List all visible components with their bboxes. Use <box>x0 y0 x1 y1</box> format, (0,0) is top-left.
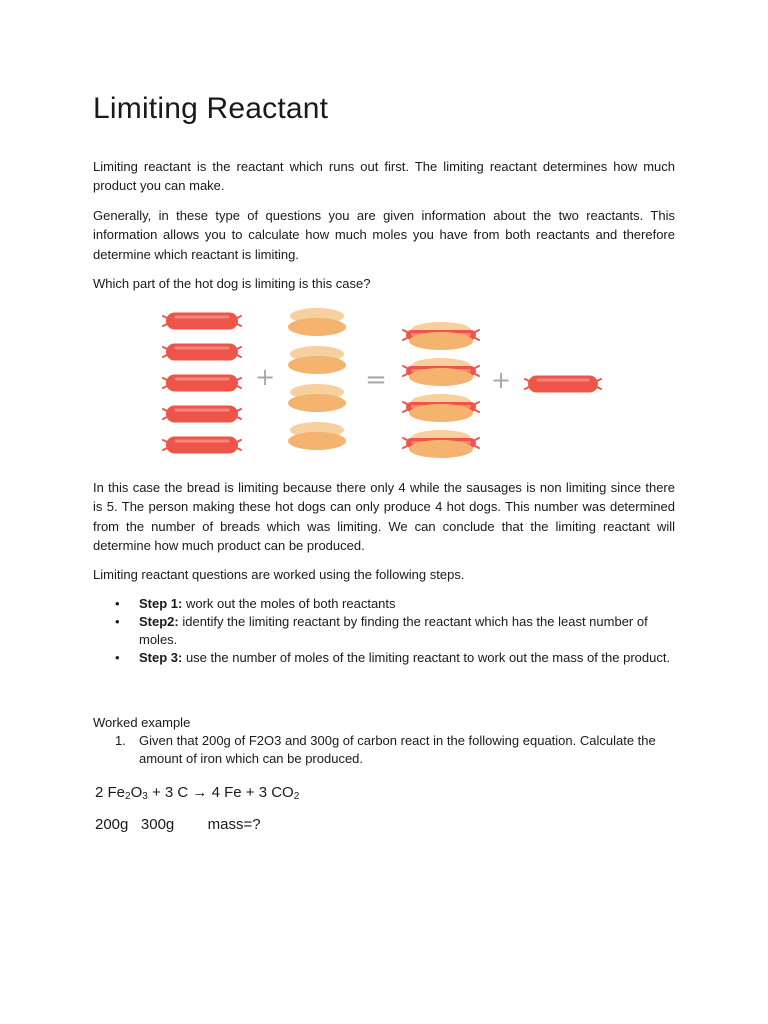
step-text: work out the moles of both reactants <box>182 596 396 611</box>
worked-example-number: 1. <box>115 733 126 748</box>
leftover-column <box>525 376 601 393</box>
hotdog-illustration <box>160 304 620 464</box>
equals-symbol: = <box>365 365 387 395</box>
bread-bun <box>288 308 346 336</box>
bread-column <box>288 308 346 450</box>
hotdog-column <box>403 322 479 458</box>
mass-unknown: mass=? <box>207 816 261 833</box>
hotdog <box>403 430 479 458</box>
equation-part: O <box>130 784 143 801</box>
page-title: Limiting Reactant <box>93 92 329 125</box>
plus-symbol: + <box>254 363 276 391</box>
hotdog <box>403 358 479 386</box>
equation-part: 2 Fe <box>95 784 126 801</box>
hotdog <box>403 394 479 422</box>
bread-bun <box>288 422 346 450</box>
generally-paragraph: Generally, in these type of questions you are given information about the two reactants. This information allows you to calculate how much moles you have from both reactants and therefore determine which reactant is limiting. <box>93 208 675 262</box>
worked-example-label: Worked example <box>93 715 191 730</box>
steps-list <box>93 595 675 667</box>
sausage <box>163 344 241 361</box>
mass-fe2o3: 200g <box>95 816 129 833</box>
sausage <box>163 313 241 330</box>
sausage <box>525 376 601 393</box>
step-item <box>93 613 675 649</box>
bread-bun <box>288 346 346 374</box>
step-label: Step 3: <box>139 650 183 665</box>
worked-example-item <box>93 732 675 768</box>
bullet-marker: • <box>115 614 120 629</box>
step-text: use the number of moles of the limiting reactant to work out the mass of the product. <box>182 650 671 665</box>
chemical-equation <box>95 784 299 802</box>
sausage <box>163 406 241 423</box>
sausage <box>163 437 241 454</box>
mass-carbon: 300g <box>140 816 175 833</box>
step-item <box>93 649 675 667</box>
equation-subscript: 2 <box>125 791 131 802</box>
masses-line <box>95 816 261 833</box>
step-text: identify the limiting reactant by finding the reactant which has the least number of moles. <box>139 614 648 647</box>
steps-intro-paragraph: Limiting reactant questions are worked using the following steps. <box>93 567 465 582</box>
sausage <box>163 375 241 392</box>
step-label: Step2: <box>139 614 179 629</box>
equation-part: + 3 C → 4 Fe + 3 CO <box>147 784 294 801</box>
equation-subscript: 3 <box>142 791 148 802</box>
intro-paragraph: Limiting reactant is the reactant which runs out first. The limiting reactant determines how much product you can make. <box>93 159 675 194</box>
question-paragraph: Which part of the hot dog is limiting is this case? <box>93 276 371 291</box>
plus-symbol: + <box>490 366 512 394</box>
step-item <box>93 595 675 613</box>
equation-subscript: 2 <box>293 791 300 802</box>
bread-bun <box>288 384 346 412</box>
step-label: Step 1: <box>139 596 183 611</box>
bullet-marker: • <box>115 596 120 611</box>
bullet-marker: • <box>115 650 120 665</box>
sausage-column <box>163 313 241 454</box>
explanation-paragraph: In this case the bread is limiting because there only 4 while the sausages is non limiting since there is 5. The person making these hot dogs can only produce 4 hot dogs. This number was determined from the number of breads which was limiting. We can conclude that the limiting reactant will determine how much product can be produced. <box>93 480 675 553</box>
worked-example-text: Given that 200g of F2O3 and 300g of carbon react in the following equation. Calculate the amount of iron which can be produced. <box>139 733 656 766</box>
hotdog <box>403 322 479 350</box>
